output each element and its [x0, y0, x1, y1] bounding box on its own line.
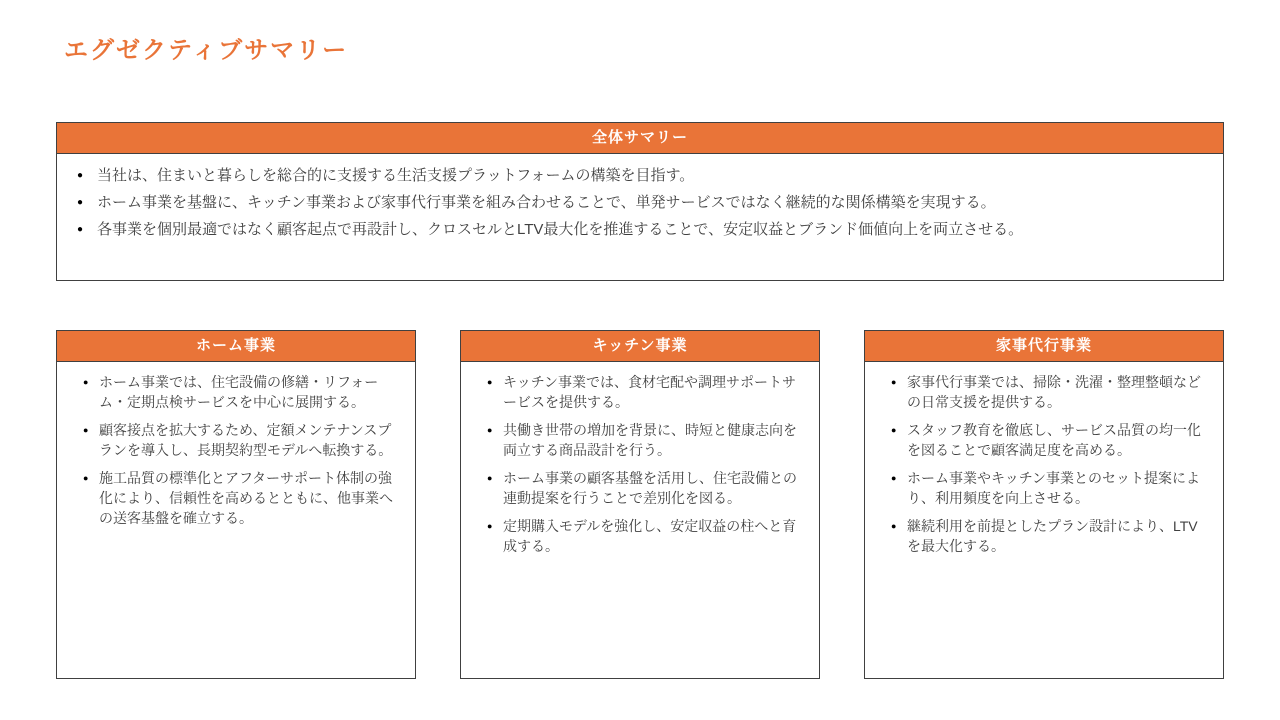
card-home-business: [56, 330, 416, 679]
card-housekeeping-business: [864, 330, 1224, 679]
card-bullet-item: [891, 420, 1209, 460]
card-bullet-item: [83, 468, 401, 528]
card-bullet-item: [487, 468, 805, 508]
card-bullet-text: スタッフ教育を徹底し、サービス品質の均一化を図ることで顧客満足度を高める。: [907, 422, 1201, 458]
bullet-icon: ●: [83, 377, 89, 387]
card-housekeeping-header: 家事代行事業: [865, 331, 1223, 362]
bullet-icon: ●: [83, 425, 89, 435]
overall-summary-header: 全体サマリー: [57, 123, 1223, 154]
card-bullet-text: ホーム事業の顧客基盤を活用し、住宅設備との連動提案を行うことで差別化を図る。: [503, 470, 797, 506]
bullet-icon: ●: [487, 473, 493, 483]
overall-summary-body: [57, 154, 1223, 243]
card-bullet-item: [487, 420, 805, 460]
card-bullet-item: [83, 372, 401, 412]
summary-bullet-item: [77, 162, 1203, 189]
bullet-icon: ●: [891, 377, 897, 387]
summary-bullet-text: ホーム事業を基盤に、キッチン事業および家事代行事業を組み合わせることで、単発サービスではなく継続的な関係構築を実現する。: [97, 194, 996, 211]
card-home-body: [57, 362, 415, 528]
bullet-icon: ●: [487, 521, 493, 531]
bullet-icon: ●: [891, 521, 897, 531]
bullet-icon: ●: [891, 473, 897, 483]
bullet-icon: ●: [487, 377, 493, 387]
card-bullet-text: 家事代行事業では、掃除・洗濯・整理整頓などの日常支援を提供する。: [907, 374, 1201, 410]
card-bullet-item: [891, 468, 1209, 508]
bullet-icon: ●: [77, 170, 84, 181]
page-title: エグゼクティブサマリー: [64, 37, 349, 64]
card-bullet-text: 顧客接点を拡大するため、定額メンテナンスプランを導入し、長期契約型モデルへ転換する。: [99, 422, 393, 458]
summary-bullet-item: [77, 216, 1203, 243]
summary-bullet-text: 各事業を個別最適ではなく顧客起点で再設計し、クロスセルとLTV最大化を推進することで、安定収益とブランド価値向上を両立させる。: [97, 221, 1024, 238]
card-bullet-item: [487, 372, 805, 412]
card-bullet-item: [487, 516, 805, 556]
card-kitchen-body: [461, 362, 819, 556]
overall-summary-box: [56, 122, 1224, 281]
bullet-icon: ●: [83, 473, 89, 483]
card-bullet-text: ホーム事業やキッチン事業とのセット提案により、利用頻度を向上させる。: [907, 470, 1201, 506]
card-bullet-item: [891, 516, 1209, 556]
card-kitchen-business: [460, 330, 820, 679]
card-housekeeping-body: [865, 362, 1223, 556]
card-bullet-item: [891, 372, 1209, 412]
card-bullet-text: ホーム事業では、住宅設備の修繕・リフォーム・定期点検サービスを中心に展開する。: [99, 374, 379, 410]
card-bullet-text: 定期購入モデルを強化し、安定収益の柱へと育成する。: [503, 518, 797, 554]
card-kitchen-header: キッチン事業: [461, 331, 819, 362]
summary-bullet-item: [77, 189, 1203, 216]
bullet-icon: ●: [891, 425, 897, 435]
bullet-icon: ●: [487, 425, 493, 435]
bullet-icon: ●: [77, 197, 84, 208]
card-bullet-item: [83, 420, 401, 460]
summary-bullet-text: 当社は、住まいと暮らしを総合的に支援する生活支援プラットフォームの構築を目指す。: [97, 167, 695, 184]
card-bullet-text: 共働き世帯の増加を背景に、時短と健康志向を両立する商品設計を行う。: [503, 422, 797, 458]
bullet-icon: ●: [77, 224, 84, 235]
card-home-header: ホーム事業: [57, 331, 415, 362]
card-bullet-text: キッチン事業では、食材宅配や調理サポートサービスを提供する。: [503, 374, 797, 410]
card-bullet-text: 継続利用を前提としたプラン設計により、LTVを最大化する。: [907, 518, 1198, 554]
card-bullet-text: 施工品質の標準化とアフターサポート体制の強化により、信頼性を高めるとともに、他事業への送客基盤を確立する。: [99, 470, 393, 526]
